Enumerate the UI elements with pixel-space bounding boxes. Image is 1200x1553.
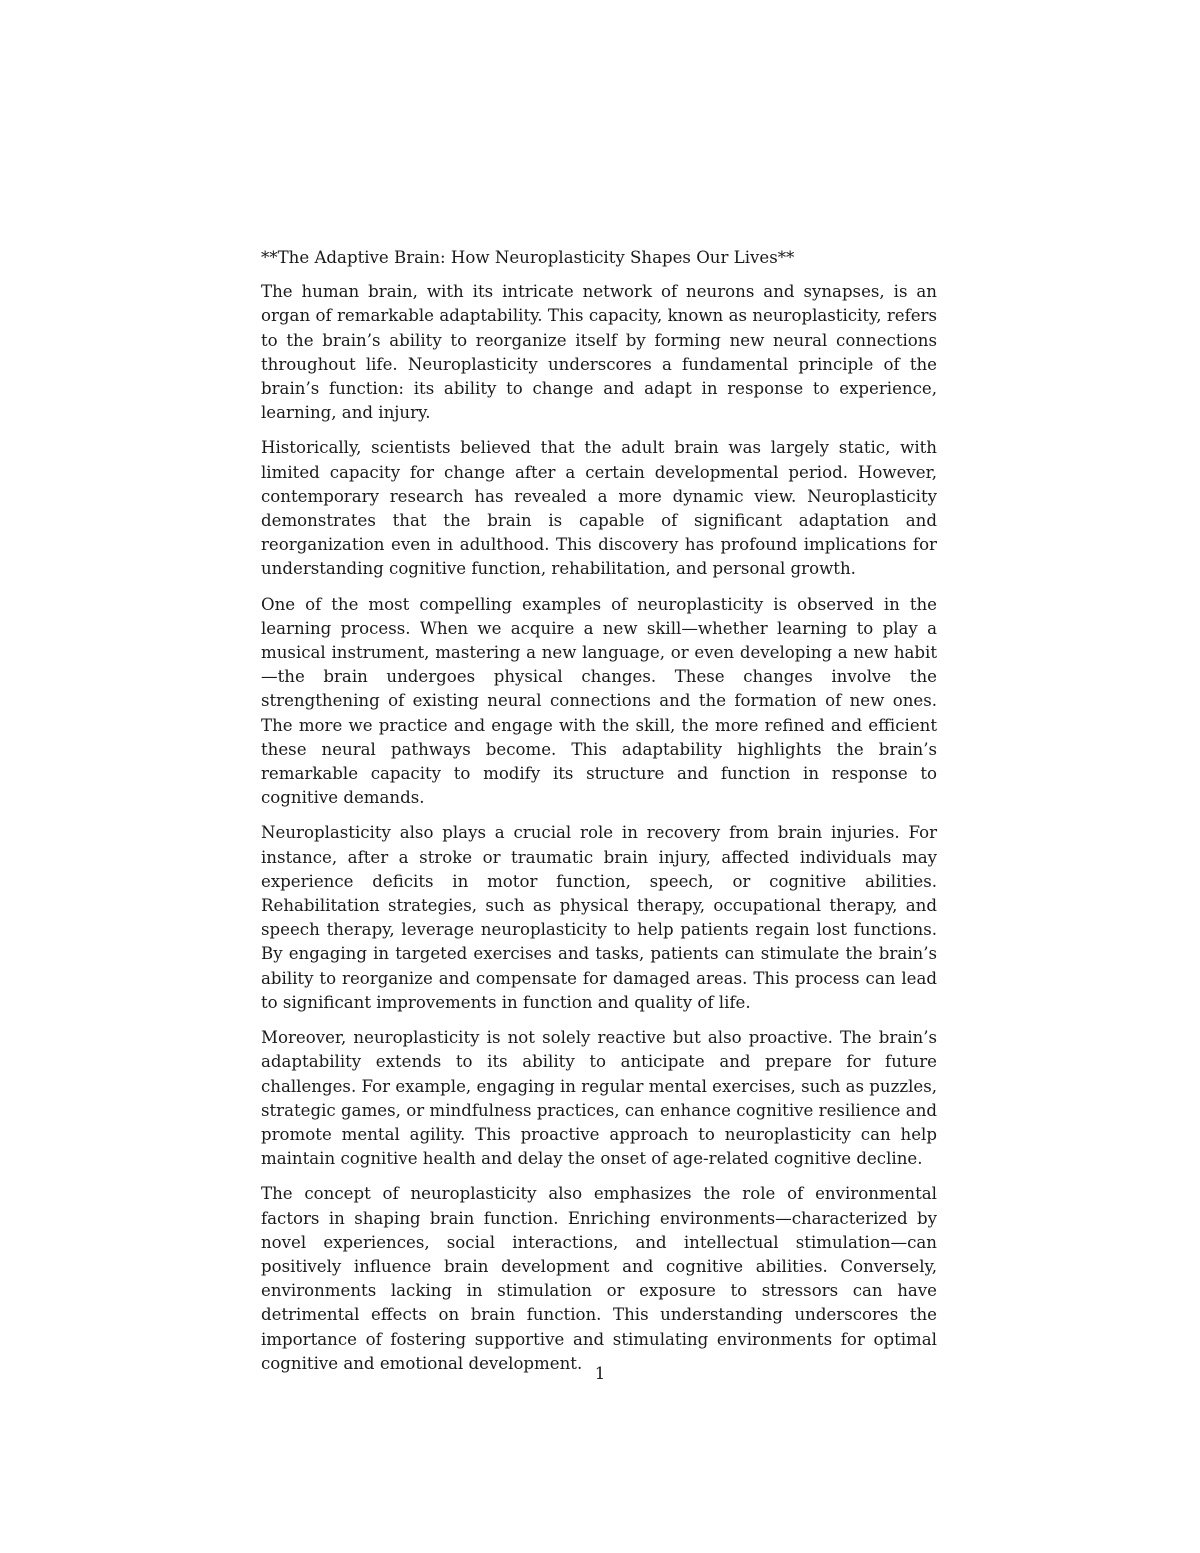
- page-number: 1: [594, 1364, 606, 1383]
- paragraph-6: The concept of neuroplasticity also emphasizes the role of environmental factors in shaping brain function. Enriching environments—characterized by novel experiences, social interactions, and intellectual stimulation—can positively influence brain development and cognitive abilities. Conversely, environments lacking in stimulation or exposure to stressors can have detrimental effects on brain function. This understanding underscores the importance of fostering supportive and stimulating environments for optimal cognitive and emotional development.: [261, 1184, 937, 1373]
- paragraph-5: Moreover, neuroplasticity is not solely reactive but also proactive. The brain’s adaptability extends to its ability to anticipate and prepare for future challenges. For example, engaging in regular mental exercises, such as puzzles, strategic games, or mindfulness practices, can enhance cognitive resilience and promote mental agility. This proactive approach to neuroplasticity can help maintain cognitive health and delay the onset of age-related cognitive decline.: [261, 1028, 937, 1169]
- paragraph-2: Historically, scientists believed that the adult brain was largely static, with limited capacity for change after a certain developmental period. However, contemporary research has revealed a more dynamic view. Neuroplasticity demonstrates that the brain is capable of significant adaptation and reorganization even in adulthood. This discovery has profound implications for understanding cognitive function, rehabilitation, and personal growth.: [261, 438, 937, 579]
- paragraph-1: The human brain, with its intricate network of neurons and synapses, is an organ of remarkable adaptability. This capacity, known as neuroplasticity, refers to the brain’s ability to reorganize itself by forming new neural connections throughout life. Neuroplasticity underscores a fundamental principle of the brain’s function: its ability to change and adapt in response to experience, learning, and injury.: [261, 282, 937, 423]
- paragraph-4: Neuroplasticity also plays a crucial role in recovery from brain injuries. For instance, after a stroke or traumatic brain injury, affected individuals may experience deficits in motor function, speech, or cognitive abilities. Rehabilitation strategies, such as physical therapy, occupational therapy, and speech therapy, leverage neuroplasticity to help patients regain lost functions. By engaging in targeted exercises and tasks, patients can stimulate the brain’s ability to reorganize and compensate for damaged areas. This process can lead to significant improvements in function and quality of life.: [261, 823, 937, 1012]
- paragraph-3: One of the most compelling examples of neuroplasticity is observed in the learning process. When we acquire a new skill—whether learning to play a musical instrument, mastering a new language, or even developing a new habit—the brain undergoes physical changes. These changes involve the strengthening of existing neural connections and the formation of new ones. The more we practice and engage with the skill, the more refined and efficient these neural pathways become. This adaptability highlights the brain’s remarkable capacity to modify its structure and function in response to cognitive demands.: [261, 594, 937, 808]
- document-title: **The Adaptive Brain: How Neuroplasticity Shapes Our Lives**: [261, 248, 795, 267]
- document-body: [261, 246, 937, 1387]
